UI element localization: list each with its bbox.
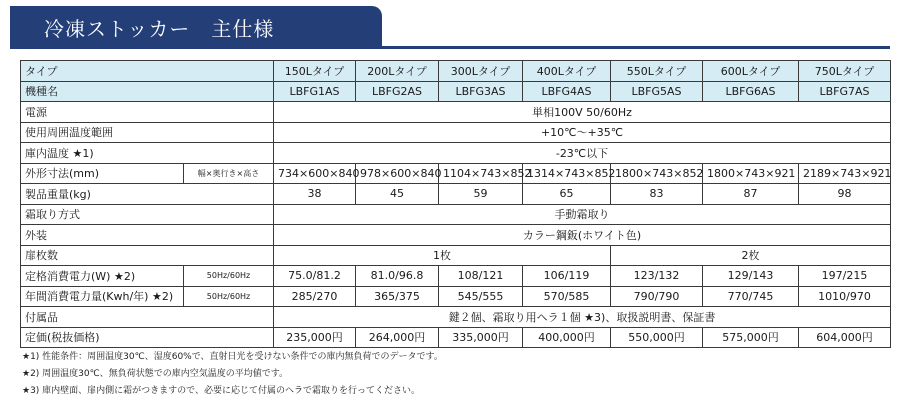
table-cell: LBFG6AS <box>703 81 799 102</box>
row-label: 外装 <box>21 225 274 246</box>
table-cell: 575,000円 <box>703 327 799 348</box>
table-cell: 545/555 <box>439 286 523 307</box>
table-row-defrost <box>21 204 891 225</box>
row-label: 年間消費電力量(Kwh/年) ★2) <box>21 286 184 307</box>
table-cell: 1800×743×921 <box>703 163 799 184</box>
table-cell: +10℃～+35℃ <box>274 122 891 143</box>
table-cell: 550,000円 <box>611 327 703 348</box>
table-cell: 200Lタイプ <box>356 61 439 82</box>
table-cell: 1800×743×852 <box>611 163 703 184</box>
table-row-dimensions <box>21 163 891 184</box>
table-cell: 570/585 <box>523 286 611 307</box>
table-cell: LBFG2AS <box>356 81 439 102</box>
table-cell: LBFG5AS <box>611 81 703 102</box>
table-row-model <box>21 81 891 102</box>
row-unit: 50Hz/60Hz <box>184 266 274 287</box>
table-row-weight <box>21 184 891 205</box>
footnote: ★1) 性能条件：周囲温度30℃、湿度60%で、直射日光を受けない条件での庫内無負荷でのデータです。 <box>22 352 443 362</box>
title-underline <box>10 46 890 49</box>
table-cell: 285/270 <box>274 286 356 307</box>
row-unit: 幅×奥行き×高さ <box>184 163 274 184</box>
footnote: ★2) 周囲温度30℃、無負荷状態での庫内空気温度の平均値です。 <box>22 369 289 379</box>
table-cell: 604,000円 <box>799 327 891 348</box>
table-cell: 83 <box>611 184 703 205</box>
table-row-rated-power <box>21 266 891 287</box>
table-row-internal-temp <box>21 143 891 164</box>
row-label: 扉枚数 <box>21 245 274 266</box>
footnote: ★3) 庫内壁面、扉内側に霜がつきますので、必要に応じて付属のヘラで霜取りを行ってください。 <box>22 386 420 396</box>
page-title: 冷凍ストッカー 主仕様 <box>44 17 275 41</box>
table-cell: 鍵２個、霜取り用ヘラ１個 ★3)、取扱説明書、保証書 <box>274 307 891 328</box>
row-label: 定価(税抜価格) <box>21 327 274 348</box>
table-row-ambient-temp <box>21 122 891 143</box>
table-cell: 108/121 <box>439 266 523 287</box>
row-label: 庫内温度 ★1) <box>21 143 274 164</box>
table-cell: 2枚 <box>611 245 891 266</box>
table-cell: 790/790 <box>611 286 703 307</box>
row-label: タイプ <box>21 61 274 82</box>
table-cell: 750Lタイプ <box>799 61 891 82</box>
table-cell: 365/375 <box>356 286 439 307</box>
spec-table <box>20 60 891 348</box>
table-cell: 734×600×840 <box>274 163 356 184</box>
table-cell: 98 <box>799 184 891 205</box>
table-cell: 550Lタイプ <box>611 61 703 82</box>
table-cell: 197/215 <box>799 266 891 287</box>
table-cell: 300Lタイプ <box>439 61 523 82</box>
row-label: 霜取り方式 <box>21 204 274 225</box>
table-cell: 1314×743×852 <box>523 163 611 184</box>
table-cell: 45 <box>356 184 439 205</box>
table-cell: 129/143 <box>703 266 799 287</box>
table-cell: 235,000円 <box>274 327 356 348</box>
table-cell: 1010/970 <box>799 286 891 307</box>
title-banner <box>10 6 382 46</box>
row-label: 機種名 <box>21 81 274 102</box>
row-label: 電源 <box>21 102 274 123</box>
table-row-power-supply <box>21 102 891 123</box>
table-row-annual-energy <box>21 286 891 307</box>
table-cell: LBFG1AS <box>274 81 356 102</box>
table-cell: カラー鋼鈑(ホワイト色) <box>274 225 891 246</box>
table-cell: 38 <box>274 184 356 205</box>
table-cell: -23℃以下 <box>274 143 891 164</box>
table-cell: 単相100V 50/60Hz <box>274 102 891 123</box>
table-row-price <box>21 327 891 348</box>
table-cell: 手動霜取り <box>274 204 891 225</box>
table-cell: 1枚 <box>274 245 611 266</box>
table-cell: 978×600×840 <box>356 163 439 184</box>
table-cell: LBFG3AS <box>439 81 523 102</box>
table-cell: 123/132 <box>611 266 703 287</box>
row-unit: 50Hz/60Hz <box>184 286 274 307</box>
table-cell: LBFG4AS <box>523 81 611 102</box>
row-label: 定格消費電力(W) ★2) <box>21 266 184 287</box>
table-cell: 2189×743×921 <box>799 163 891 184</box>
table-cell: 400Lタイプ <box>523 61 611 82</box>
table-cell: 65 <box>523 184 611 205</box>
table-cell: 87 <box>703 184 799 205</box>
table-cell: 106/119 <box>523 266 611 287</box>
footnotes <box>22 349 443 400</box>
table-cell: 59 <box>439 184 523 205</box>
row-label: 付属品 <box>21 307 274 328</box>
table-row-accessories <box>21 307 891 328</box>
table-cell: LBFG7AS <box>799 81 891 102</box>
table-row-exterior <box>21 225 891 246</box>
row-label: 製品重量(kg) <box>21 184 274 205</box>
table-cell: 264,000円 <box>356 327 439 348</box>
table-row-doors <box>21 245 891 266</box>
table-cell: 770/745 <box>703 286 799 307</box>
table-cell: 150Lタイプ <box>274 61 356 82</box>
table-cell: 75.0/81.2 <box>274 266 356 287</box>
table-cell: 1104×743×852 <box>439 163 523 184</box>
table-cell: 81.0/96.8 <box>356 266 439 287</box>
table-cell: 600Lタイプ <box>703 61 799 82</box>
row-label: 外形寸法(mm) <box>21 163 184 184</box>
table-cell: 335,000円 <box>439 327 523 348</box>
table-cell: 400,000円 <box>523 327 611 348</box>
row-label: 使用周囲温度範囲 <box>21 122 274 143</box>
table-row-type <box>21 61 891 82</box>
